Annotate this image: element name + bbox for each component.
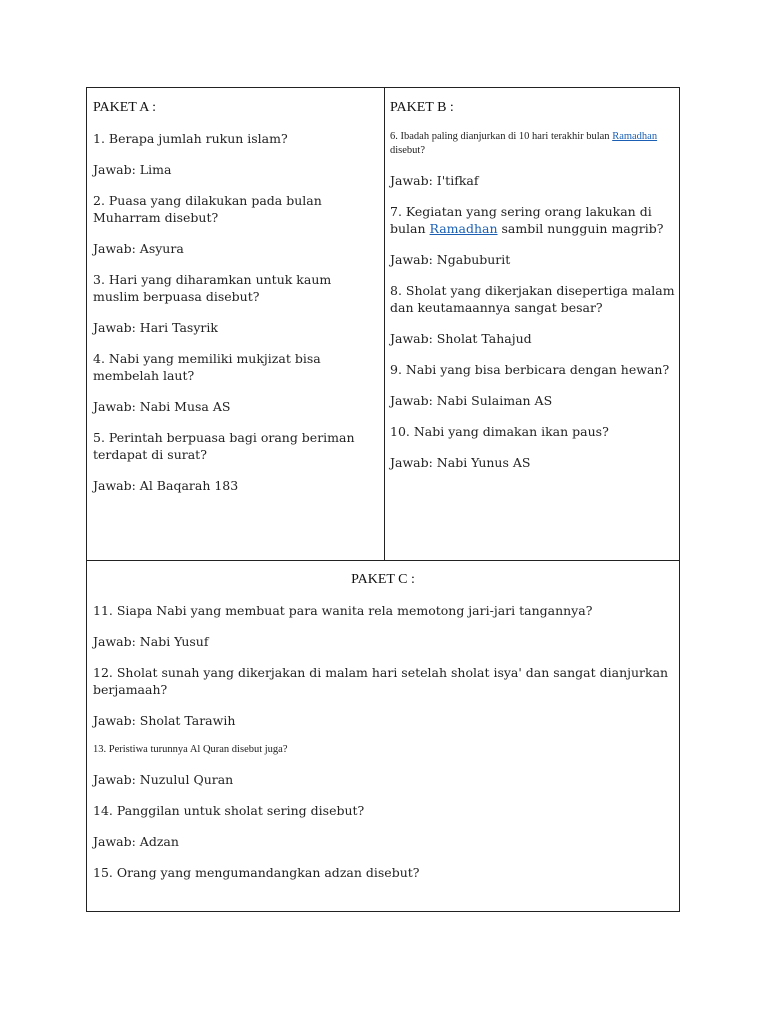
question-5: 5. Perintah berpuasa bagi orang beriman terdapat di surat? bbox=[93, 430, 355, 462]
question-7 bbox=[390, 203, 676, 237]
question-10: 10. Nabi yang dimakan ikan paus? bbox=[390, 424, 609, 439]
answer-3: Jawab: Hari Tasyrik bbox=[93, 320, 218, 335]
paket-a-title: PAKET A : bbox=[93, 100, 157, 115]
question-8: 8. Sholat yang dikerjakan disepertiga malam dan keutamaannya sangat besar? bbox=[390, 283, 675, 315]
paket-a-cell bbox=[93, 100, 379, 508]
answer-13: Jawab: Nuzulul Quran bbox=[93, 772, 234, 787]
paket-c-cell bbox=[93, 572, 673, 895]
question-9: 9. Nabi yang bisa berbicara dengan hewan? bbox=[390, 362, 670, 377]
question-4: 4. Nabi yang memiliki mukjizat bisa membelah laut? bbox=[93, 351, 321, 383]
answer-1: Jawab: Lima bbox=[93, 162, 172, 177]
quiz-table bbox=[86, 87, 680, 912]
answer-8: Jawab: Sholat Tahajud bbox=[390, 331, 532, 346]
paket-c-title: PAKET C : bbox=[351, 572, 415, 587]
question-2: 2. Puasa yang dilakukan pada bulan Muharram disebut? bbox=[93, 193, 322, 225]
question-1: 1. Berapa jumlah rukun islam? bbox=[93, 131, 288, 146]
paket-b-cell bbox=[390, 100, 676, 485]
answer-6: Jawab: I'tifkaf bbox=[390, 173, 479, 188]
answer-14: Jawab: Adzan bbox=[93, 834, 179, 849]
answer-4: Jawab: Nabi Musa AS bbox=[93, 399, 231, 414]
question-6-text: 6. Ibadah paling dianjurkan di 10 hari terakhir bulan bbox=[390, 131, 613, 142]
question-14: 14. Panggilan untuk sholat sering disebut? bbox=[93, 803, 365, 818]
answer-9: Jawab: Nabi Sulaiman AS bbox=[390, 393, 553, 408]
answer-7: Jawab: Ngabuburit bbox=[390, 252, 511, 267]
ramadhan-link[interactable]: Ramadhan bbox=[612, 131, 658, 142]
answer-5: Jawab: Al Baqarah 183 bbox=[93, 478, 239, 493]
row-divider bbox=[87, 560, 679, 561]
answer-12: Jawab: Sholat Tarawih bbox=[93, 713, 236, 728]
answer-11: Jawab: Nabi Yusuf bbox=[93, 634, 209, 649]
question-6 bbox=[390, 130, 676, 158]
question-15: 15. Orang yang mengumandangkan adzan disebut? bbox=[93, 865, 420, 880]
question-7-end: sambil nungguin magrib? bbox=[497, 221, 664, 236]
column-divider bbox=[384, 88, 385, 560]
ramadhan-link[interactable]: Ramadhan bbox=[429, 221, 498, 236]
question-12: 12. Sholat sunah yang dikerjakan di malam hari setelah sholat isya' dan sangat dianjurkan berjamaah? bbox=[93, 665, 669, 697]
paket-b-title: PAKET B : bbox=[390, 100, 454, 115]
question-6-end: disebut? bbox=[390, 145, 425, 156]
answer-2: Jawab: Asyura bbox=[93, 241, 184, 256]
question-11: 11. Siapa Nabi yang membuat para wanita rela memotong jari-jari tangannya? bbox=[93, 603, 593, 618]
answer-10: Jawab: Nabi Yunus AS bbox=[390, 455, 531, 470]
question-3: 3. Hari yang diharamkan untuk kaum muslim berpuasa disebut? bbox=[93, 272, 332, 304]
question-7-text: 7. Kegiatan yang sering orang lakukan di bulan bbox=[390, 204, 652, 236]
question-13: 13. Peristiwa turunnya Al Quran disebut juga? bbox=[93, 744, 288, 755]
